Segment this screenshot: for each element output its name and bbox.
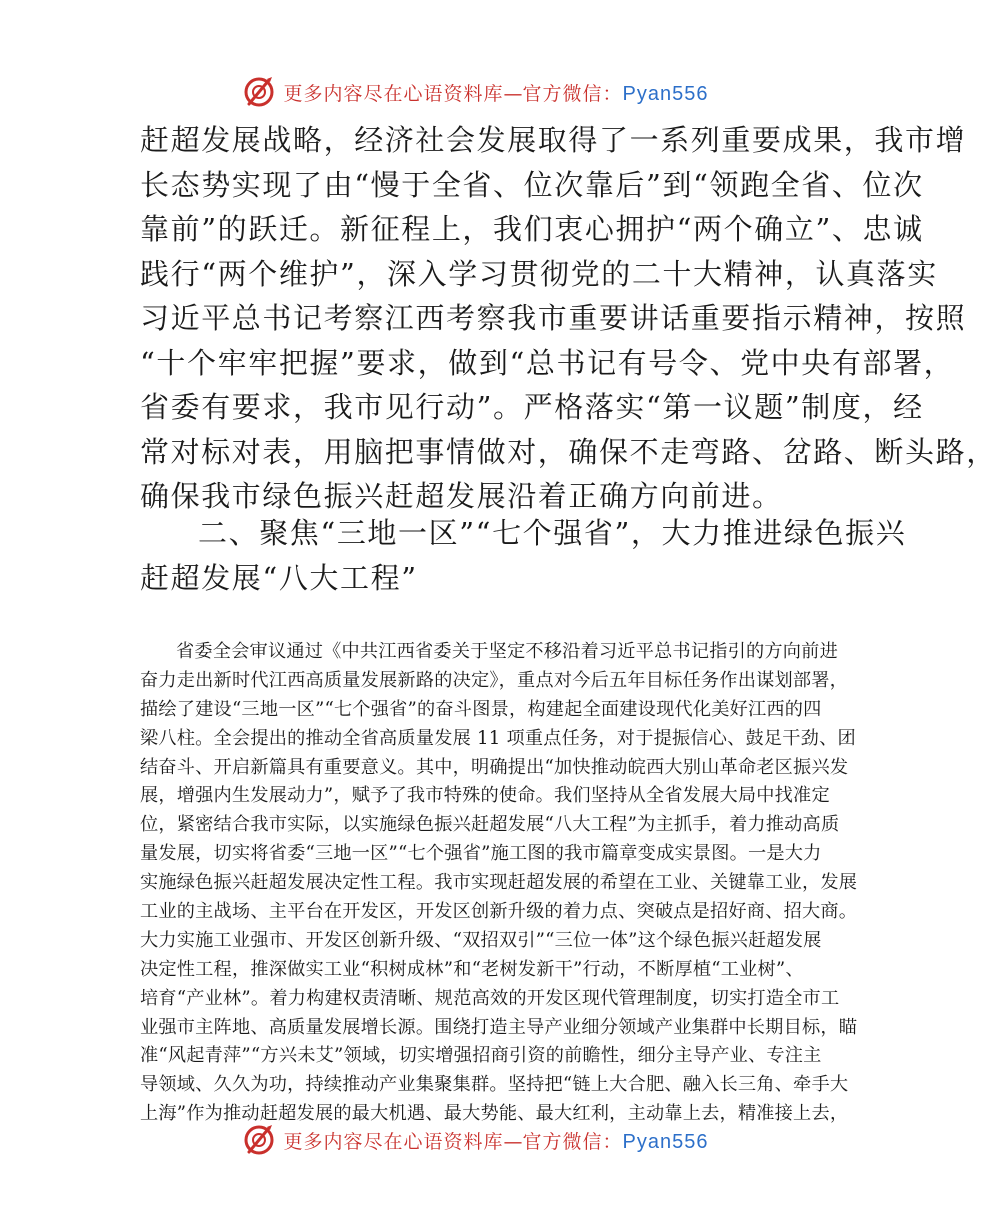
banner-wechat-id: Pyan556 — [622, 82, 709, 105]
body-line: 结奋斗、开启新篇具有重要意义。其中，明确提出“加快推动皖西大别山革命老区振兴发 — [140, 756, 849, 778]
heading-line: 二、聚焦“三地一区”“七个强省”，大力推进绿色振兴 — [198, 516, 907, 550]
banner-wechat-id: Pyan556 — [622, 1130, 709, 1153]
body-line: 实施绿色振兴赶超发展决定性工程。我市实现赶超发展的希望在工业、关键靠工业，发展 — [140, 872, 858, 894]
heading-line: 赶超发展“八大工程” — [140, 560, 418, 595]
body-line: 导领域、久久为功，持续推动产业集聚集群。坚持把“链上大合肥、融入长三角、牵手大 — [140, 1074, 849, 1096]
banner-text — [284, 79, 709, 106]
body-line: 业强市主阵地、高质量发展增长源。围绕打造主导产业细分领域产业集群中长期目标，瞄 — [140, 1016, 858, 1038]
banner-text — [284, 1127, 709, 1154]
banner-main-text: 更多内容尽在心语资料库 — [283, 82, 504, 105]
body-line: 位，紧密结合我市实际，以实施绿色振兴赶超发展“八大工程”为主抓手，着力推动高质 — [140, 814, 840, 836]
body-line: 决定性工程，推深做实工业“积树成林”和“老树发新干”行动，不断厚植“工业树”、 — [140, 958, 804, 980]
banner-dash: — — [503, 82, 523, 105]
body-line: 准“风起青萍”“方兴未艾”领域，切实增强招商引资的前瞻性，细分主导产业、专注主 — [140, 1045, 822, 1067]
banner-label: 官方微信： — [522, 1130, 623, 1153]
body-line: 描绘了建设“三地一区”“七个强省”的奋斗图景，构建起全面建设现代化美好江西的四 — [140, 698, 822, 720]
paragraph-line: 践行“两个维护”，深入学习贯彻党的二十大精神，认真落实 — [140, 256, 938, 291]
pen-logo-icon — [242, 1123, 276, 1157]
banner-main-text: 更多内容尽在心语资料库 — [283, 1130, 504, 1153]
footer-watermark-banner — [0, 1118, 950, 1162]
paragraph-line: 确保我市绿色振兴赶超发展沿着正确方向前进。 — [140, 479, 783, 513]
banner-dash: — — [503, 1130, 523, 1153]
body-line: 奋力走出新时代江西高质量发展新路的决定》，重点对今后五年目标任务作出谋划部署， — [140, 669, 849, 691]
body-line: 省委全会审议通过《中共江西省委关于坚定不移沿着习近平总书记指引的方向前进 — [176, 641, 838, 662]
body-line: 展，增强内生发展动力”，赋予了我市特殊的使命。我们坚持从全省发展大局中找准定 — [140, 785, 830, 807]
paragraph-line: 靠前”的跃迁。新征程上，我们衷心拥护“两个确立”、忠诚 — [140, 212, 924, 246]
header-watermark-banner — [0, 70, 950, 114]
section-heading — [140, 511, 907, 600]
paragraph-line: 赶超发展战略，经济社会发展取得了一系列重要成果，我市增 — [140, 123, 967, 157]
body-line: 上海”作为推动赶超发展的最大机遇、最大势能、最大红利，主动靠上去，精准接上去， — [140, 1103, 849, 1125]
paragraph-line: 习近平总书记考察江西考察我市重要讲话重要指示精神，按照 — [140, 301, 967, 335]
paragraph-line: “十个牢牢把握”要求，做到“总书记有号令、党中央有部署， — [140, 345, 955, 380]
body-line: 工业的主战场、主平台在开发区，开发区创新升级的着力点、突破点是招好商、招大商。 — [140, 901, 858, 923]
body-line: 培育“产业林”。着力构建权责清晰、规范高效的开发区现代管理制度，切实打造全市工 — [140, 987, 840, 1009]
body-paragraph — [140, 638, 858, 1129]
paragraph-line: 常对标对表，用脑把事情做对，确保不走弯路、岔路、断头路， — [140, 434, 997, 469]
banner-label: 官方微信： — [522, 82, 623, 105]
body-line: 量发展，切实将省委“三地一区”“七个强省”施工图的我市篇章变成实景图。一是大力 — [140, 843, 822, 865]
body-line: 梁八柱。全会提出的推动全省高质量发展 11 项重点任务，对于提振信心、鼓足干劲、团 — [140, 727, 856, 749]
paragraph-line: 省委有要求，我市见行动”。严格落实“第一议题”制度，经 — [140, 390, 924, 424]
paragraph-continued — [140, 118, 997, 519]
paragraph-line: 长态势实现了由“慢于全省、位次靠后”到“领跑全省、位次 — [140, 167, 924, 202]
pen-logo-icon — [242, 75, 276, 109]
body-line: 大力实施工业强市、开发区创新升级、“双招双引”“三位一体”这个绿色振兴赶超发展 — [140, 929, 822, 951]
